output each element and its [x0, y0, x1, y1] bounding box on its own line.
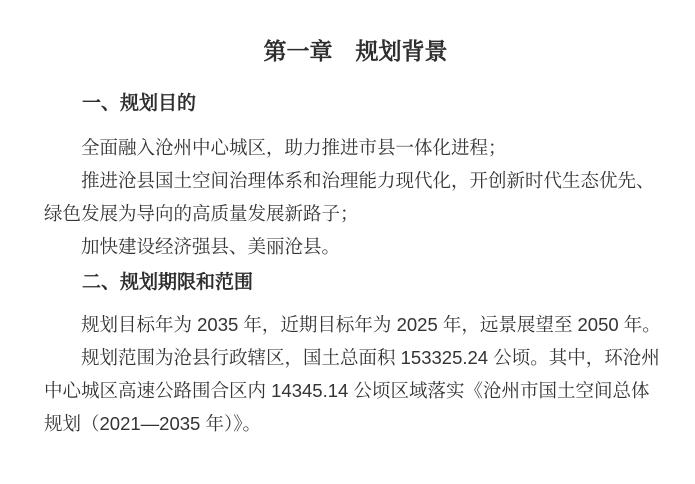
paragraph-line: 推进沧县国土空间治理体系和治理能力现代化，开创新时代生态优先、 [81, 170, 655, 191]
section-planning-period-scope [44, 271, 667, 440]
paragraph-line: 绿色发展为导向的高质量发展新路子； [44, 203, 359, 224]
chapter-title: 第一章 规划背景 [263, 38, 448, 64]
paragraph-line: 全面融入沧州中心城区，助力推进市县一体化进程； [81, 137, 507, 158]
section-planning-purpose [44, 92, 667, 263]
paragraph-line: 中心城区高速公路围合区内 14345.14 公顷区域落实《沧州市国土空间总体 [44, 380, 650, 401]
document-page [0, 36, 695, 484]
paragraph-line: 规划（2021—2035 年）》。 [44, 413, 261, 434]
paragraph-line: 加快建设经济强县、美丽沧县。 [81, 236, 341, 257]
paragraph-line: 规划目标年为 2035 年，近期目标年为 2025 年，远景展望至 2050 年。 [81, 314, 661, 335]
paragraph-line: 规划范围为沧县行政辖区，国土总面积 153325.24 公顷。其中，环沧州 [81, 347, 660, 368]
section-heading-planning-period-scope: 二、规划期限和范围 [82, 272, 254, 293]
section-heading-planning-purpose: 一、规划目的 [82, 93, 197, 114]
